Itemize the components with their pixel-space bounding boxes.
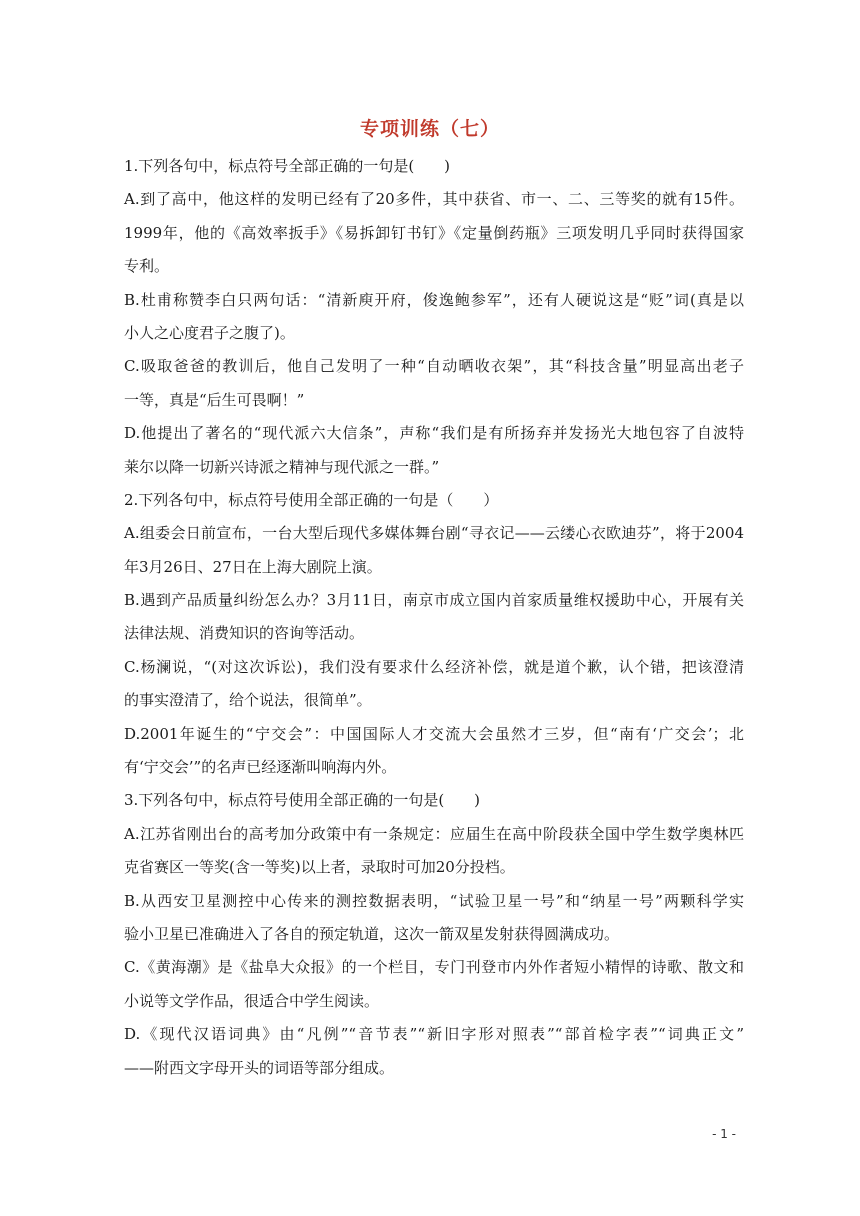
- text-line: A.组委会日前宣布，一台大型后现代多媒体舞台剧“寻衣记——云缕心衣欧迪芬”，将于2004: [124, 524, 744, 543]
- text-line: 克省赛区一等奖(含一等奖)以上者，录取时可加20分投档。: [124, 858, 515, 877]
- page-number: - 1 -: [712, 1127, 736, 1141]
- document-body: [124, 150, 744, 1085]
- text-line: B.杜甫称赞李白只两句话：“清新庾开府，俊逸鲍参军”，还有人硬说这是“贬”词(真是以: [124, 290, 744, 309]
- text-line: 验小卫星已准确进入了各自的预定轨道，这次一箭双星发射获得圆满成功。: [124, 924, 620, 943]
- text-line: 有‘宁交会’”的名声已经逐渐叫响海内外。: [124, 758, 397, 777]
- text-line: 年3月26日、27日在上海大剧院上演。: [124, 557, 382, 576]
- text-line: 法律法规、消费知识的咨询等活动。: [124, 624, 365, 643]
- text-line: 的事实澄清了，给个说法，很简单”。: [124, 691, 372, 710]
- page-title: 专项训练（七）: [359, 118, 500, 140]
- text-line: C.杨澜说，“(对这次诉讼)，我们没有要求什么经济补偿，就是道个歉，认个错，把该澄清: [124, 657, 744, 676]
- text-line: A.到了高中，他这样的发明已经有了20多件，其中获省、市一、二、三等奖的就有15件。: [124, 190, 744, 209]
- text-line: D.2001年诞生的“宁交会”：中国国际人才交流大会虽然才三岁，但“南有‘广交会’；北: [124, 724, 744, 743]
- text-line: D.《现代汉语词典》由“凡例”“音节表”“新旧字形对照表”“部首检字表”“词典正文”: [124, 1025, 744, 1044]
- text-line: C.吸取爸爸的教训后，他自己发明了一种“自动晒收衣架”，其“科技含量”明显高出老子: [124, 357, 744, 376]
- text-line: ——附西文字母开头的词语等部分组成。: [124, 1058, 395, 1077]
- text-line: 专利。: [124, 257, 170, 276]
- text-line: D.他提出了著名的“现代派六大信条”，声称“我们是有所扬弃并发扬光大地包容了自波特: [124, 424, 744, 443]
- text-line: 小人之心度君子之腹了)。: [124, 323, 295, 342]
- text-line: 莱尔以降一切新兴诗派之精神与现代派之一群。”: [124, 457, 440, 476]
- text-line: 小说等文学作品，很适合中学生阅读。: [124, 991, 380, 1010]
- text-line: 2.下列各句中，标点符号使用全部正确的一句是（ ）: [124, 490, 499, 509]
- text-line: B.遇到产品质量纠纷怎么办？3月11日，南京市成立国内首家质量维权援助中心，开展有关: [124, 591, 744, 610]
- text-line: 1999年，他的《高效率扳手》《易拆卸钉书钉》《定量倒药瓶》三项发明几乎同时获得国家: [124, 223, 744, 242]
- text-line: 1.下列各句中，标点符号全部正确的一句是( ): [124, 157, 451, 175]
- text-line: C.《黄海潮》是《盐阜大众报》的一个栏目，专门刊登市内外作者短小精悍的诗歌、散文和: [124, 958, 744, 977]
- text-line: A.江苏省刚出台的高考加分政策中有一条规定：应届生在高中阶段获全国中学生数学奥林匹: [124, 824, 744, 843]
- text-line: B.从西安卫星测控中心传来的测控数据表明，“试验卫星一号”和“纳星一号”两颗科学实: [124, 891, 744, 910]
- text-line: 3.下列各句中，标点符号使用全部正确的一句是( ): [124, 791, 481, 810]
- text-line: 一等，真是“后生可畏啊！”: [124, 390, 305, 409]
